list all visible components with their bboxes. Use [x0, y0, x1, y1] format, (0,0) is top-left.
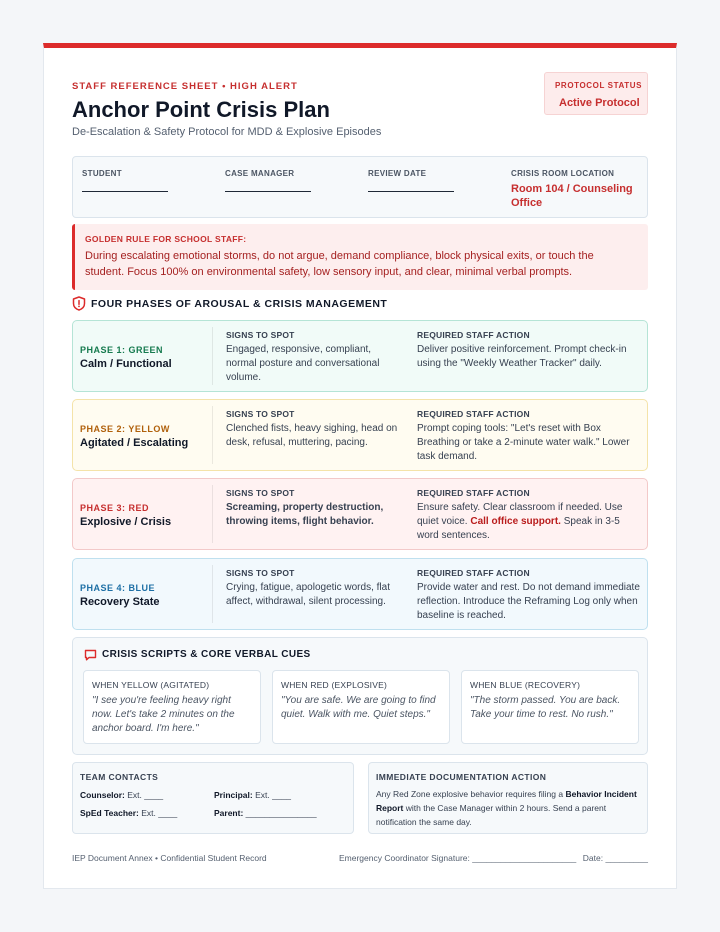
- parent-value: _______________: [245, 808, 317, 818]
- team-contacts-title: TEAM CONTACTS: [80, 772, 159, 782]
- action-text: Prompt coping tools: "Let's reset with Box Breathing or take a 2-minute water walk." Lower task demand.: [417, 423, 630, 462]
- student-label: STUDENT: [82, 169, 122, 178]
- review-date-field: [368, 169, 454, 192]
- status-label: PROTOCOL STATUS: [555, 81, 643, 90]
- documentation-action-panel: [368, 762, 648, 834]
- golden-rule-callout: [72, 224, 648, 290]
- eyebrow-label: STAFF REFERENCE SHEET • HIGH ALERT: [72, 81, 298, 92]
- footer-document-label: IEP Document Annex • Confidential Student Record: [72, 853, 267, 863]
- sped-teacher-value: Ext. ____: [141, 808, 178, 818]
- phase-name: Agitated / Escalating: [80, 437, 189, 449]
- signs-heading: SIGNS TO SPOT: [226, 568, 295, 578]
- crisis-room-label: CRISIS ROOM LOCATION: [511, 169, 615, 178]
- phase-label: PHASE 1: GREEN: [80, 345, 164, 355]
- phase-card-blue: [72, 558, 648, 630]
- script-card-red: [272, 670, 450, 744]
- script-card-quote: "I see you're feeling heavy right now. Let's take 2 minutes on the anchor board. I'm here.": [92, 695, 235, 734]
- phase-divider: [212, 565, 213, 623]
- phase-label: PHASE 4: BLUE: [80, 583, 156, 593]
- signs-text: Clenched fists, heavy sighing, head on desk, refusal, muttering, pacing.: [226, 423, 398, 448]
- signs-text: Screaming, property destruction, throwing items, flight behavior.: [226, 502, 384, 527]
- action-heading: REQUIRED STAFF ACTION: [417, 330, 530, 340]
- script-card-quote: "The storm passed. You are back. Take your time to rest. No rush.": [470, 695, 621, 720]
- golden-rule-heading: GOLDEN RULE FOR SCHOOL STAFF:: [85, 234, 247, 244]
- phases-section-title: FOUR PHASES OF AROUSAL & CRISIS MANAGEMENT: [91, 298, 388, 310]
- phase-label: PHASE 2: YELLOW: [80, 424, 170, 434]
- shield-alert-icon: [72, 296, 86, 311]
- script-card-yellow: [83, 670, 261, 744]
- script-card-heading: WHEN BLUE (RECOVERY): [470, 680, 581, 690]
- parent-label: Parent:: [214, 808, 244, 818]
- counselor-value: Ext. ____: [127, 790, 164, 800]
- action-text-end: Speak in 3-5 word sentences.: [417, 516, 620, 541]
- student-field: [82, 169, 168, 192]
- golden-rule-body: During escalating emotional storms, do not argue, demand compliance, block physical exits, or touch the student. Focus 100% on environmental safety, low sensory input, and clear, minimal verbal prompts.: [85, 250, 594, 278]
- behavior-incident-report-emphasis: Behavior Incident Report: [376, 789, 637, 813]
- script-card-heading: WHEN RED (EXPLOSIVE): [281, 680, 388, 690]
- phase-card-green: [72, 320, 648, 392]
- signs-text: Crying, fatigue, apologetic words, flat affect, withdrawal, silent processing.: [226, 582, 390, 607]
- phase-divider: [212, 327, 213, 385]
- action-heading: REQUIRED STAFF ACTION: [417, 568, 530, 578]
- principal-label: Principal:: [214, 790, 253, 800]
- status-value: Active Protocol: [559, 97, 640, 109]
- case-manager-label: CASE MANAGER: [225, 169, 295, 178]
- team-contacts-panel: [72, 762, 354, 834]
- date-line: Date: _________: [582, 853, 648, 863]
- phase-name: Recovery State: [80, 596, 160, 608]
- action-text: Deliver positive reinforcement. Prompt check-in using the "Weekly Weather Tracker" daily.: [417, 344, 627, 369]
- script-card-heading: WHEN YELLOW (AGITATED): [92, 680, 210, 690]
- parent-contact: [214, 808, 317, 818]
- chat-bubble-icon: [84, 649, 97, 661]
- phase-divider: [212, 406, 213, 464]
- review-date-label: REVIEW DATE: [368, 169, 427, 178]
- call-office-support-emphasis: Call office support.: [470, 516, 561, 527]
- signature-line: Emergency Coordinator Signature: ______________________: [339, 853, 577, 863]
- crisis-room-value: Room 104 / Counseling Office: [511, 183, 633, 209]
- signs-heading: SIGNS TO SPOT: [226, 330, 295, 340]
- phase-name: Calm / Functional: [80, 358, 172, 370]
- action-heading: REQUIRED STAFF ACTION: [417, 488, 530, 498]
- review-date-blank-line: [368, 191, 454, 192]
- phase-name: Explosive / Crisis: [80, 516, 172, 528]
- phase-divider: [212, 485, 213, 543]
- phase-label: PHASE 3: RED: [80, 503, 150, 513]
- student-blank-line: [82, 191, 168, 192]
- signs-heading: SIGNS TO SPOT: [226, 409, 295, 419]
- script-card-blue: [461, 670, 639, 744]
- case-manager-blank-line: [225, 191, 311, 192]
- phase-card-red: [72, 478, 648, 550]
- principal-contact: [214, 790, 291, 800]
- scripts-title: CRISIS SCRIPTS & CORE VERBAL CUES: [102, 649, 311, 660]
- page-subtitle: De-Escalation & Safety Protocol for MDD & Explosive Episodes: [72, 126, 382, 138]
- action-text: Provide water and rest. Do not demand immediate reflection. Introduce the Reframing Log only when baseline is reached.: [417, 582, 640, 621]
- protocol-status-badge: [544, 72, 648, 115]
- student-info-panel: [72, 156, 648, 218]
- documentation-title: IMMEDIATE DOCUMENTATION ACTION: [376, 772, 547, 782]
- documentation-text-end: with the Case Manager within 2 hours. Send a parent notification the same day.: [376, 803, 607, 827]
- counselor-label: Counselor:: [80, 790, 125, 800]
- crisis-plan-sheet: [43, 43, 677, 889]
- sped-teacher-contact: [80, 808, 177, 818]
- page-title: Anchor Point Crisis Plan: [72, 97, 330, 122]
- action-text-start: Ensure safety. Clear classroom if needed. Use quiet voice.: [417, 502, 623, 527]
- principal-value: Ext. ____: [255, 790, 292, 800]
- sped-teacher-label: SpEd Teacher:: [80, 808, 139, 818]
- signs-heading: SIGNS TO SPOT: [226, 488, 295, 498]
- action-heading: REQUIRED STAFF ACTION: [417, 409, 530, 419]
- counselor-contact: [80, 790, 163, 800]
- documentation-body: [376, 787, 639, 829]
- action-text: [417, 501, 643, 543]
- crisis-scripts-panel: [72, 637, 648, 755]
- script-card-quote: "You are safe. We are going to find quiet. Walk with me. Quiet steps.": [281, 695, 436, 720]
- crisis-room-field: [511, 169, 641, 210]
- documentation-text-start: Any Red Zone explosive behavior requires filing a: [376, 789, 566, 799]
- signs-text: Engaged, responsive, compliant, normal posture and conversational volume.: [226, 344, 380, 383]
- case-manager-field: [225, 169, 311, 192]
- phase-card-yellow: [72, 399, 648, 471]
